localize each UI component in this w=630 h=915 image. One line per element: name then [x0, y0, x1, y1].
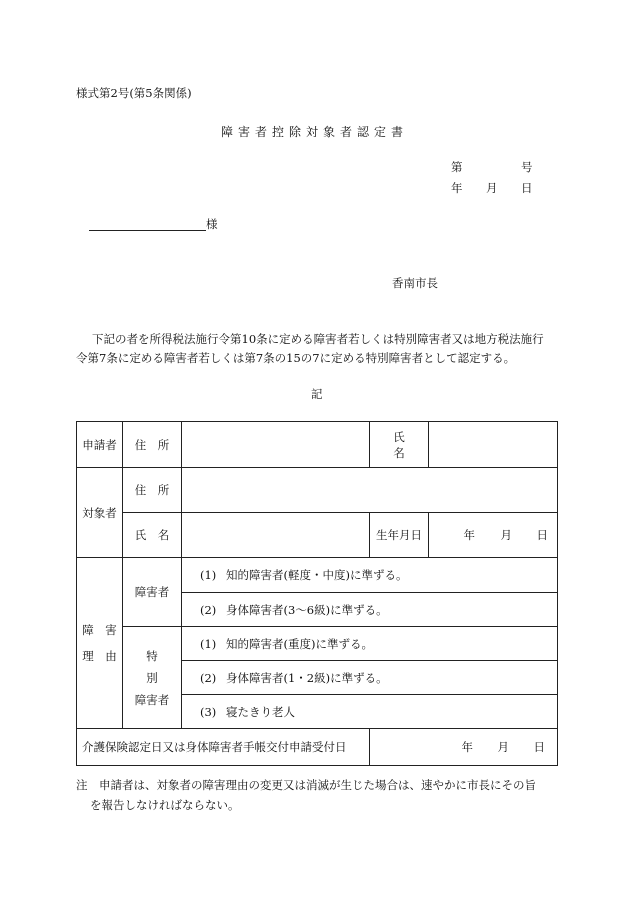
date-day-label: 日	[521, 181, 533, 195]
receipt-row	[77, 729, 558, 766]
receipt-month-label: 月	[497, 740, 509, 754]
subject-address-row	[77, 468, 558, 513]
birth-day-label: 日	[536, 528, 548, 542]
issuer-name: 香南市長	[392, 276, 438, 290]
reason-row-1	[77, 558, 558, 593]
subject-birth-field[interactable]	[429, 513, 558, 558]
special-item-2[interactable]	[182, 661, 558, 695]
subject-name-label: 氏 名	[123, 513, 182, 558]
date-year-label: 年	[451, 181, 463, 195]
subject-label: 対象者	[77, 468, 123, 558]
receipt-date-label: 介護保険認定日又は身体障害者手帳交付申請受付日	[77, 729, 370, 766]
item-text: 寝たきり老人	[226, 704, 295, 719]
item-text: 身体障害者(1・2級)に準ずる。	[226, 670, 388, 685]
applicant-label: 申請者	[77, 422, 123, 468]
disabled-item-1[interactable]	[182, 558, 558, 593]
subject-name-field[interactable]	[182, 513, 370, 558]
ki-label: 記	[311, 387, 323, 401]
item-number: (2)	[200, 670, 217, 685]
document-title: 障害者控除対象者認定書	[221, 125, 409, 139]
subject-birth-label: 生年月日	[370, 513, 429, 558]
reason-label-line-2: 理 由	[82, 649, 117, 663]
note-line-1: 注 申請者は、対象者の障害理由の変更又は消滅が生じた場合は、速やかに市長にその旨	[76, 778, 536, 792]
certification-table	[76, 421, 558, 766]
form-number: 様式第2号(第5条関係)	[76, 86, 192, 100]
special-item-3[interactable]	[182, 695, 558, 729]
doc-number-suffix: 号	[521, 160, 533, 174]
subject-name-row	[77, 513, 558, 558]
reason-row-3	[77, 627, 558, 661]
body-line-1: 下記の者を所得税法施行令第10条に定める障害者若しくは特別障害者又は地方税法施行	[92, 332, 544, 346]
applicant-address-label: 住 所	[123, 422, 182, 468]
special-disabled-label	[123, 627, 182, 729]
date-month-label: 月	[486, 181, 498, 195]
applicant-row	[77, 422, 558, 468]
item-number: (3)	[200, 704, 217, 719]
birth-year-label: 年	[463, 528, 475, 542]
recipient-name-line	[89, 230, 206, 231]
item-text: 身体障害者(3〜6級)に準ずる。	[226, 602, 388, 617]
item-number: (1)	[200, 568, 217, 582]
item-text: 知的障害者(重度)に準ずる。	[226, 636, 373, 651]
receipt-year-label: 年	[461, 740, 473, 754]
applicant-address-field[interactable]	[182, 422, 370, 468]
subject-address-field[interactable]	[182, 468, 558, 513]
applicant-name-field[interactable]	[429, 422, 558, 468]
body-line-2: 令第7条に定める障害者若しくは第7条の15の7に定める特別障害者として認定する。	[76, 351, 516, 365]
receipt-day-label: 日	[533, 740, 545, 754]
special-item-1[interactable]	[182, 627, 558, 661]
applicant-name-label: 氏 名	[370, 422, 429, 468]
disabled-label: 障害者	[123, 558, 182, 627]
doc-number-prefix: 第	[451, 160, 463, 174]
special-label-line-1: 特 別	[146, 648, 181, 685]
note-line-2: を報告しなければならない。	[90, 798, 240, 812]
subject-address-label: 住 所	[123, 468, 182, 513]
receipt-date-field[interactable]	[370, 729, 558, 766]
reason-label	[77, 558, 123, 729]
recipient-suffix: 様	[206, 217, 218, 231]
item-number: (2)	[200, 602, 217, 617]
birth-month-label: 月	[500, 528, 512, 542]
item-number: (1)	[200, 636, 217, 651]
item-text: 知的障害者(軽度・中度)に準ずる。	[226, 568, 408, 582]
reason-label-line-1: 障 害	[82, 623, 117, 637]
disabled-item-2[interactable]	[182, 593, 558, 627]
special-label-line-2: 障害者	[134, 692, 170, 707]
